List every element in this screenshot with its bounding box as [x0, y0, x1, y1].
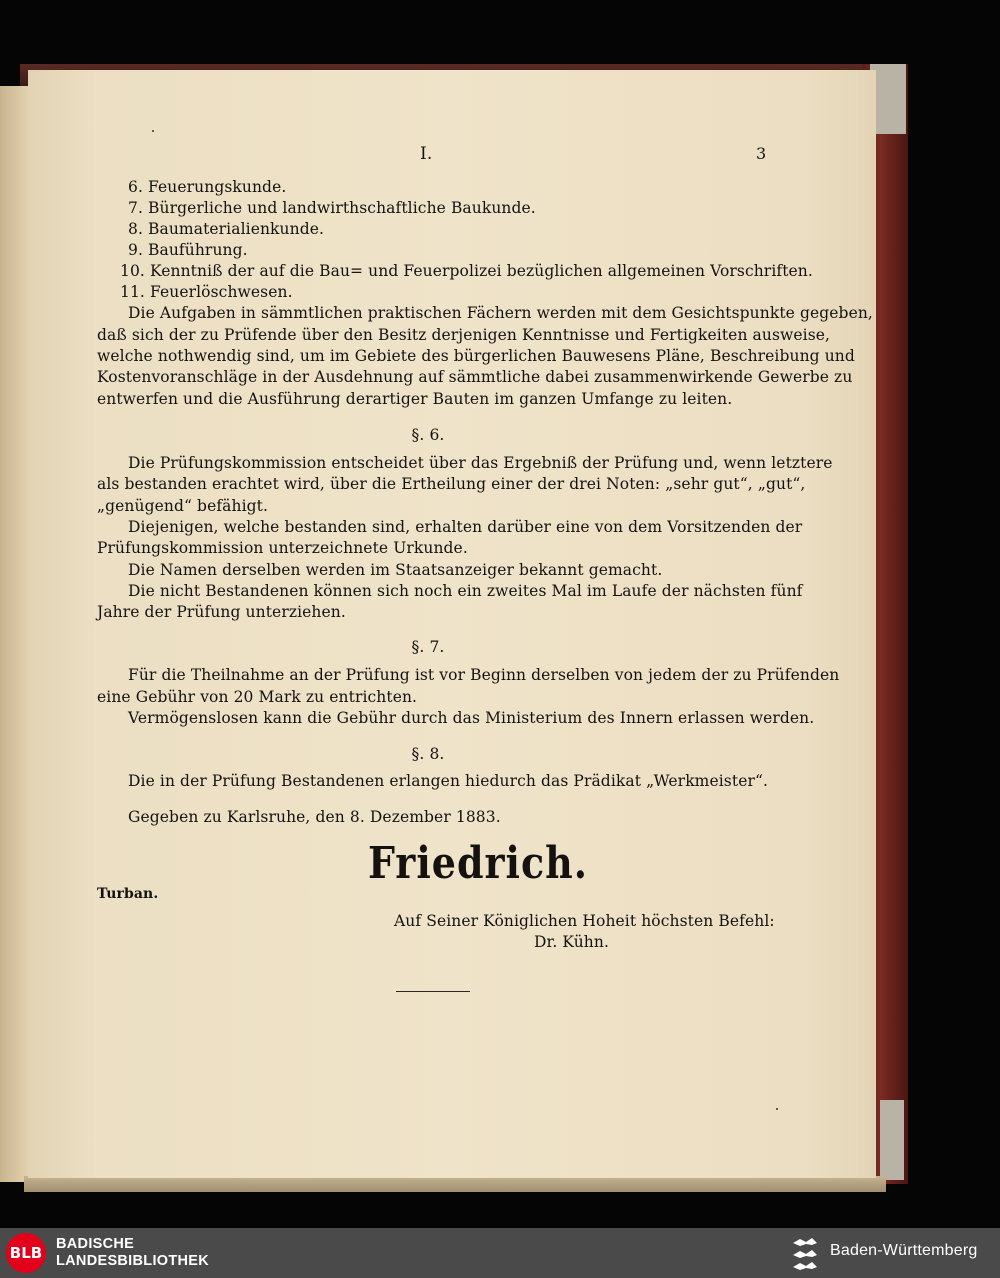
page-block-edge: [24, 1176, 886, 1192]
library-footer: [0, 1228, 1000, 1278]
left-page-edge: [0, 86, 30, 1182]
list-item: 7. Bürgerliche und landwirthschaftliche Baukunde.: [128, 199, 536, 217]
library-name[interactable]: [56, 1236, 209, 1270]
paragraph-line: als bestanden erachtet wird, über die Ertheilung einer der drei Noten: „sehr gut“, „gut“,: [97, 475, 806, 493]
order-line: Auf Seiner Königlichen Hoheit höchsten Befehl:: [394, 912, 775, 930]
paragraph-line: Kostenvoranschläge in der Ausdehnung auf sämmtliche dabei zusammenwirkende Gewerbe zu: [97, 368, 853, 386]
paragraph-line: Die in der Prüfung Bestandenen erlangen hiedurch das Prädikat „Werkmeister“.: [128, 772, 769, 790]
paragraph-line: Die Aufgaben in sämmtlichen praktischen Fächern werden mit dem Gesichtspunkte gegeben,: [128, 304, 873, 322]
paragraph-line: Diejenigen, welche bestanden sind, erhalten darüber eine von dem Vorsitzenden der: [128, 518, 803, 536]
speck: [152, 130, 154, 132]
date-line: Gegeben zu Karlsruhe, den 8. Dezember 1883.: [128, 808, 501, 826]
paragraph-line: daß sich der zu Prüfende über den Besitz derjenigen Kenntnisse und Fertigkeiten ausweise,: [97, 326, 831, 344]
paragraph-line: eine Gebühr von 20 Mark zu entrichten.: [97, 688, 418, 706]
page-number: 3: [756, 144, 767, 163]
section-heading: §. 6.: [411, 426, 445, 444]
paragraph-line: Vermögenslosen kann die Gebühr durch das Ministerium des Innern erlassen werden.: [128, 709, 815, 727]
closing-rule: [396, 991, 470, 992]
signature: Friedrich.: [368, 836, 588, 889]
list-item: 9. Bauführung.: [128, 241, 248, 259]
paragraph-line: Die nicht Bestandenen können sich noch ein zweites Mal im Laufe der nächsten fünf: [128, 582, 803, 600]
section-heading: §. 8.: [411, 745, 445, 763]
library-name-line1: BADISCHE: [56, 1236, 135, 1252]
list-item: 8. Baumaterialienkunde.: [128, 220, 325, 238]
section-heading: §. 7.: [411, 638, 445, 656]
cover-corner: [880, 1100, 904, 1180]
paragraph-line: Für die Theilnahme an der Prüfung ist vor Beginn derselben von jedem der zu Prüfenden: [128, 666, 840, 684]
paragraph-line: entwerfen und die Ausführung derartiger Bauten im ganzen Umfange zu leiten.: [97, 390, 733, 408]
paragraph-line: Die Prüfungskommission entscheidet über das Ergebniß der Prüfung und, wenn letztere: [128, 454, 833, 472]
lions-crest-icon: [790, 1235, 820, 1271]
state-label[interactable]: Baden-Württemberg: [830, 1242, 978, 1259]
blb-logo-icon[interactable]: BLB: [6, 1233, 46, 1273]
document-page: [28, 70, 876, 1178]
library-name-line2: LANDESBIBLIOTHEK: [56, 1253, 210, 1269]
paragraph-line: welche nothwendig sind, um im Gebiete des bürgerlichen Bauwesens Pläne, Beschreibung und: [97, 347, 855, 365]
order-name: Dr. Kühn.: [534, 933, 610, 951]
paragraph-line: „genügend“ befähigt.: [97, 497, 269, 515]
paragraph-line: Die Namen derselben werden im Staatsanzeiger bekannt gemacht.: [128, 561, 663, 579]
countersignature: Turban.: [97, 886, 159, 902]
section-number: I.: [420, 144, 433, 164]
speck: [776, 1108, 778, 1110]
paragraph-line: Prüfungskommission unterzeichnete Urkunde.: [97, 539, 468, 557]
list-item: 10. Kenntniß der auf die Bau= und Feuerpolizei bezüglichen allgemeinen Vorschriften.: [120, 262, 813, 280]
list-item: 6. Feuerungskunde.: [128, 178, 287, 196]
paragraph-line: Jahre der Prüfung unterziehen.: [97, 603, 346, 621]
list-item: 11. Feuerlöschwesen.: [120, 283, 293, 301]
